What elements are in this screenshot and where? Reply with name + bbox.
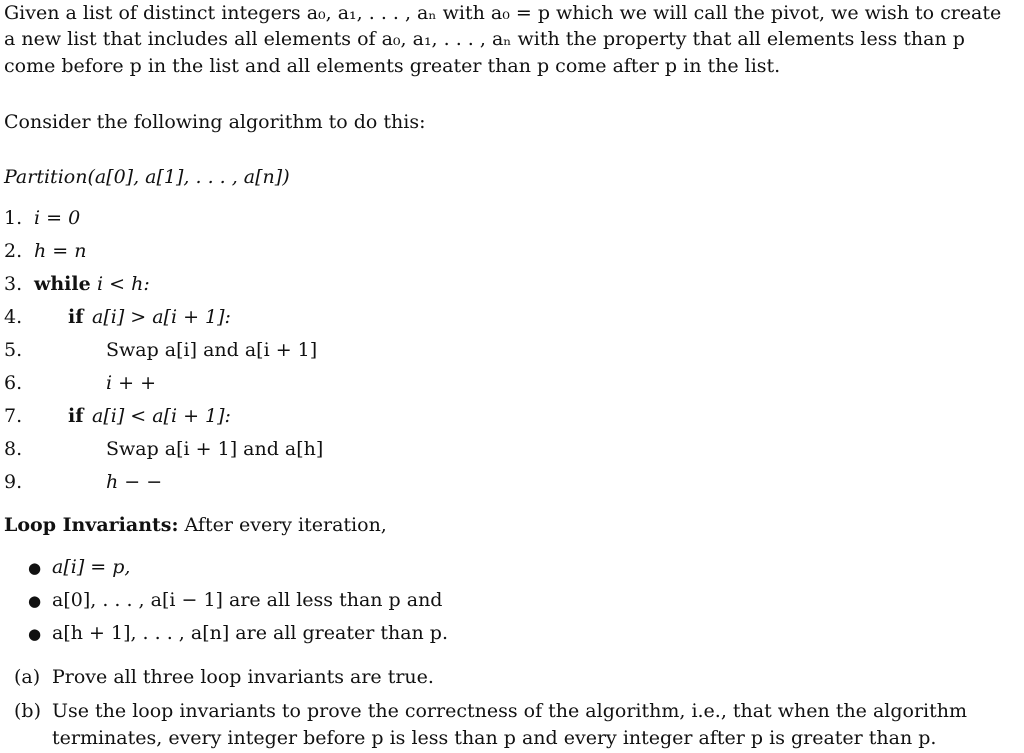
line-number: 9. <box>4 471 23 493</box>
statement: a[i] < a[i + 1]: <box>92 405 231 427</box>
line-number: 1. <box>4 207 23 229</box>
line-number: 3. <box>4 273 23 295</box>
part-label: (b) <box>14 700 41 722</box>
intro-line-1: Given a list of distinct integers a₀, a₁, . . . , aₙ with a₀ = p which we will call the pivot, we wish to create <box>4 2 1002 24</box>
invariant-text: a[0], . . . , a[i − 1] are all less than p and <box>52 589 443 611</box>
line-number: 5. <box>4 339 23 361</box>
statement: i = 0 <box>34 207 81 229</box>
statement: a[i] > a[i + 1]: <box>92 306 231 328</box>
bullet-icon: ● <box>28 592 42 610</box>
invariant-text: a[i] = p, <box>52 556 131 578</box>
line-number: 6. <box>4 372 23 394</box>
consider-text: Consider the following algorithm to do this: <box>4 111 426 133</box>
intro-line-3: come before p in the list and all elements greater than p come after p in the list. <box>4 55 781 77</box>
part-text: Prove all three loop invariants are true. <box>52 666 434 688</box>
statement: h = n <box>34 240 87 262</box>
statement: i + + <box>106 372 156 394</box>
line-number: 4. <box>4 306 23 328</box>
invariants-heading: Loop Invariants: <box>4 514 179 536</box>
invariant-text: a[h + 1], . . . , a[n] are all greater than p. <box>52 622 449 644</box>
algorithm-header: Partition(a[0], a[1], . . . , a[n]) <box>4 166 290 188</box>
line-number: 2. <box>4 240 23 262</box>
statement: Swap a[i + 1] and a[h] <box>106 438 324 460</box>
bullet-icon: ● <box>28 625 42 643</box>
invariants-heading-line <box>4 514 387 536</box>
bullet-icon: ● <box>28 559 42 577</box>
keyword-if: if <box>68 306 84 328</box>
intro-line-2: a new list that includes all elements of a₀, a₁, . . . , aₙ with the property that all elements less than p <box>4 28 965 50</box>
part-label: (a) <box>14 666 41 688</box>
keyword-if: if <box>68 405 84 427</box>
line-number: 7. <box>4 405 23 427</box>
invariants-tail: After every iteration, <box>184 514 387 536</box>
part-text: Use the loop invariants to prove the correctness of the algorithm, i.e., that when the algorithm <box>52 700 968 722</box>
statement: i < h: <box>97 273 150 295</box>
part-text-continued: terminates, every integer before p is less than p and every integer after p is greater than p. <box>52 727 937 749</box>
statement: h − − <box>106 471 163 493</box>
statement: Swap a[i] and a[i + 1] <box>106 339 318 361</box>
keyword-while: while <box>34 273 91 295</box>
line-number: 8. <box>4 438 23 460</box>
